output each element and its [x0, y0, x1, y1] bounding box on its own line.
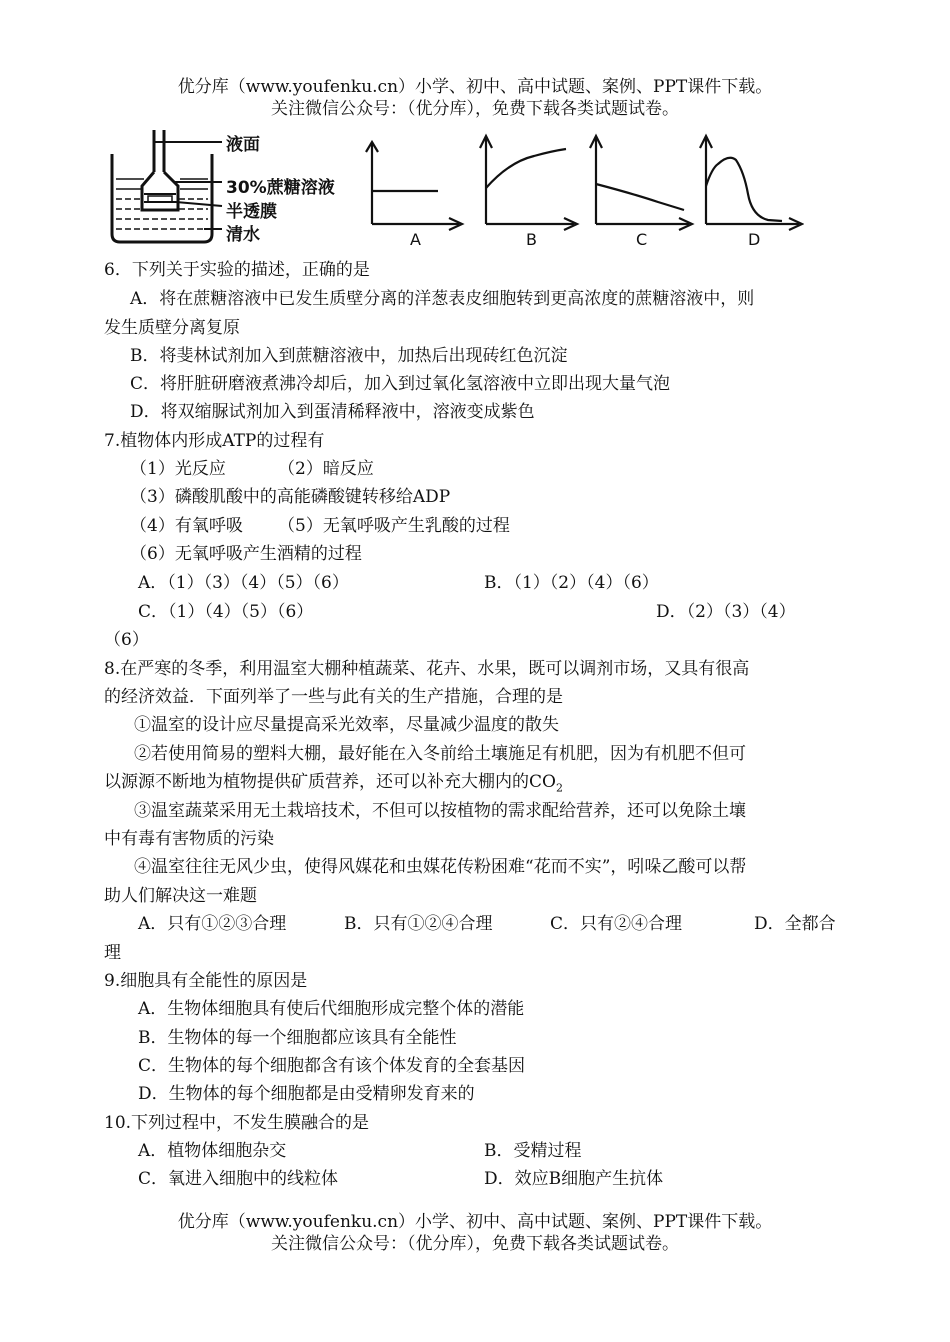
q7-stem: 7.植物体内形成ATP的过程有: [104, 431, 325, 451]
q7-option-c: C．（1）（4）（5）（6）: [138, 602, 314, 622]
q6-option-b: B．将斐林试剂加入到蔗糖溶液中，加热后出现砖红色沉淀: [130, 346, 568, 366]
q8-option-d-cont: 理: [104, 943, 121, 963]
funnel-bulb: [142, 172, 178, 210]
footer-line-2: 关注微信公众号：（优分库），免费下载各类试题试卷。: [271, 1234, 679, 1254]
q10-option-a: A．植物体细胞杂交: [138, 1141, 287, 1161]
q8-stem-1: 8.在严寒的冬季，利用温室大棚种植蔬菜、花卉、水果，既可以调剂市场，又具有很高: [104, 659, 750, 679]
graph-c: [590, 136, 692, 230]
q10-option-d: D．效应B细胞产生抗体: [484, 1169, 664, 1189]
graph-label-b: B: [526, 230, 537, 249]
q8-statement-2: ②若使用简易的塑料大棚，最好能在入冬前给土壤施足有机肥，因为有机肥不但可: [134, 744, 746, 764]
q8-option-c: C．只有②④合理: [550, 914, 683, 934]
graph-b: [480, 136, 577, 230]
header-line-1: 优分库（www.youfenku.cn）小学、初中、高中试题、案例、PPT课件下载。: [177, 77, 773, 97]
label-sucrose-solution: 30%蔗糖溶液: [226, 178, 335, 198]
q8-statement-3: ③温室蔬菜采用无土栽培技术，不但可以按植物的需求配给营养，还可以免除土壤: [134, 801, 746, 821]
label-water: 清水: [226, 225, 260, 245]
q10-option-b: B．受精过程: [484, 1141, 582, 1161]
q7-option-a: A．（1）（3）（4）（5）（6）: [138, 573, 349, 593]
q8-statement-4: ④温室往往无风少虫，使得风媒花和虫媒花传粉困难“花而不实”，吲哚乙酸可以帮: [134, 857, 747, 877]
q7-item-2: （2）暗反应: [278, 459, 374, 479]
apparatus-drawing: [104, 124, 804, 256]
label-semipermeable-membrane: 半透膜: [226, 202, 277, 222]
graph-d: [700, 136, 802, 230]
q10-option-c: C．氧进入细胞中的线粒体: [138, 1169, 339, 1189]
q8-statement-4-cont: 助人们解决这一难题: [104, 886, 257, 906]
q6-option-c: C．将肝脏研磨液煮沸冷却后，加入到过氧化氢溶液中立即出现大量气泡: [130, 374, 671, 394]
q8-statement-3-cont: 中有毒有害物质的污染: [104, 829, 274, 849]
q8-stem-2: 的经济效益．下面列举了一些与此有关的生产措施，合理的是: [104, 687, 563, 707]
q8-statement-1: ①温室的设计应尽量提高采光效率，尽量减少温度的散失: [134, 715, 559, 735]
q7-option-d-cont: （6）: [104, 630, 149, 650]
graph-label-d: D: [748, 230, 761, 249]
q9-option-c: C．生物体的每个细胞都含有该个体发育的全套基因: [138, 1056, 526, 1076]
q9-option-a: A．生物体细胞具有使后代细胞形成完整个体的潜能: [138, 999, 525, 1019]
graph-label-c: C: [636, 230, 648, 249]
q8-option-d: D．全都合: [754, 914, 836, 934]
q6-option-d: D．将双缩脲试剂加入到蛋清稀释液中，溶液变成紫色: [130, 402, 535, 422]
q7-item-1: （1）光反应: [130, 459, 226, 479]
q7-option-d: D．（2）（3）（4）: [656, 602, 796, 622]
q8-option-a: A．只有①②③合理: [138, 914, 287, 934]
q10-stem: 10.下列过程中，不发生膜融合的是: [104, 1113, 370, 1133]
graph-a: [366, 142, 462, 230]
q7-item-5: （5）无氧呼吸产生乳酸的过程: [278, 516, 510, 536]
q7-option-b: B．（1）（2）（4）（6）: [484, 573, 659, 593]
label-liquid-level: 液面: [226, 135, 260, 155]
q6-option-a: A．将在蔗糖溶液中已发生质壁分离的洋葱表皮细胞转到更高浓度的蔗糖溶液中，则: [130, 289, 755, 309]
header-line-2: 关注微信公众号：（优分库），免费下载各类试题试卷。: [271, 99, 679, 119]
q6-stem: 6．下列关于实验的描述，正确的是: [104, 260, 370, 280]
osmosis-figure: [104, 124, 804, 256]
q8-option-b: B．只有①②④合理: [344, 914, 493, 934]
q6-option-a-cont: 发生质壁分离复原: [104, 318, 240, 338]
q9-stem: 9.细胞具有全能性的原因是: [104, 971, 308, 991]
footer-line-1: 优分库（www.youfenku.cn）小学、初中、高中试题、案例、PPT课件下载。: [177, 1212, 773, 1232]
q7-item-4: （4）有氧呼吸: [130, 516, 243, 536]
q9-option-b: B．生物体的每一个细胞都应该具有全能性: [138, 1028, 457, 1048]
q9-option-d: D．生物体的每个细胞都是由受精卵发育来的: [138, 1084, 475, 1104]
q7-item-6: （6）无氧呼吸产生酒精的过程: [130, 544, 362, 564]
graph-label-a: A: [410, 230, 421, 249]
q7-item-3: （3）磷酸肌酸中的高能磷酸键转移给ADP: [130, 487, 451, 507]
q8-statement-2-cont: 以源源不断地为植物提供矿质营养，还可以补充大棚内的$CO_2$: [104, 772, 563, 795]
